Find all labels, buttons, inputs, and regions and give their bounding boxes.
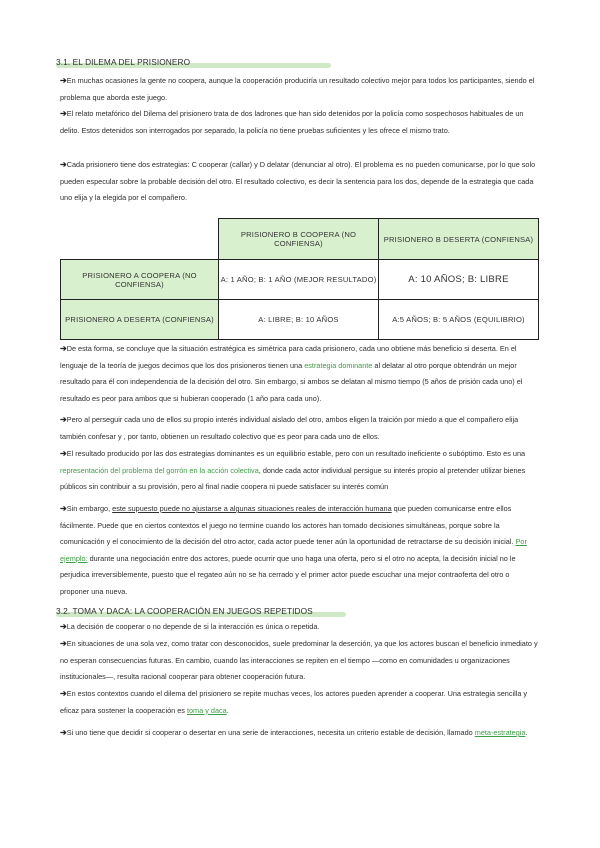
table-row xyxy=(61,300,539,340)
underlined-phrase: Por ejemplo: xyxy=(60,537,527,563)
table-corner xyxy=(61,219,219,260)
table-row-header: PRISIONERO A COOPERA (NO CONFIENSA) xyxy=(61,260,219,300)
table-header-cell: PRISIONERO B DESERTA (CONFIENSA) xyxy=(379,219,539,260)
paragraph: ➔Si uno tiene que decidir si cooperar o desertar en una serie de interacciones, necesita un criterio estable de decisión, llamado meta-estrategia. xyxy=(60,728,528,737)
section-heading-1: 3.1. EL DILEMA DEL PRISIONERO xyxy=(56,57,191,67)
arrow-right-icon: ➔ xyxy=(60,639,67,648)
table-cell: A: 1 AÑO; B: 1 AÑO (MEJOR RESULTADO) xyxy=(219,260,379,300)
paragraph: ➔El resultado producido por las dos estrategias dominantes es un equilibrio estable, pero con un resultado ineficiente o subóptimo. Esto es una representación del problema del gorrón en la acción colectiva, donde cada actor individual persigue su interés propio al pretender utilizar bienes públicos sin contribuir a su provisión, pero al final nadie coopera ni puede satisfacer su interés común xyxy=(60,449,526,492)
table-row xyxy=(61,260,539,300)
arrow-right-icon: ➔ xyxy=(60,449,67,458)
paragraph: ➔Cada prisionero tiene dos estrategias: C cooperar (callar) y D delatar (denunciar al otro). El problema es no pueden comunicarse, por lo que solo pueden especular sobre la probable decisión del otro. El resultado colectivo, es decir la sentencia para los dos, depende de la estrategia que cada uno elija y la elegida por el compañero. xyxy=(60,160,536,203)
paragraph: ➔En estos contextos cuando el dilema del prisionero se repite muchas veces, los actores pueden aprender a cooperar. Una estrategia sencilla y eficaz para sostener la cooperación es toma y daca. xyxy=(60,689,528,715)
arrow-right-icon: ➔ xyxy=(60,728,67,737)
table-header-cell: PRISIONERO B COOPERA (NO CONFIENSA) xyxy=(219,219,379,260)
arrow-right-icon: ➔ xyxy=(60,109,67,118)
paragraph: ➔De esta forma, se concluye que la situación estratégica es simétrica para cada prisionero, cada uno obtiene más beneficio si deserta. En el lenguaje de la teoría de juegos decimos que los dos prisioneros tienen una estrategia dominante al delatar al otro porque obtendrán un mejor resultado para él con independencia de la decisión del otro. Sin embargo, si ambos se delatan al mismo tiempo (5 años de prisión cada uno) el resultado es peor para ambos que si hubieran cooperado (1 año para cada uno). xyxy=(60,344,523,403)
table-cell: A:5 AÑOS; B: 5 AÑOS (EQUILIBRIO) xyxy=(379,300,539,340)
underlined-phrase: este supuesto puede no ajustarse a algunas situaciones reales de interacción humana xyxy=(112,504,392,513)
arrow-right-icon: ➔ xyxy=(60,504,67,513)
table-row-header: PRISIONERO A DESERTA (CONFIENSA) xyxy=(61,300,219,340)
table-cell: A: 10 AÑOS; B: LIBRE xyxy=(379,260,539,300)
payoff-matrix-table xyxy=(60,218,539,340)
link-toma-y-daca[interactable]: toma y daca xyxy=(186,705,227,715)
paragraph: ➔Pero al perseguir cada uno de ellos su propio interés individual aislado del otro, ambos eligen la traición por miedo a que el compañero elija también confesar y , por tanto, obtienen un resultado colectivo que es peor para cada uno de ellos. xyxy=(60,415,519,441)
paragraph: ➔En muchas ocasiones la gente no coopera, aunque la cooperación produciría un resultado colectivo mejor para todos los participantes, siendo el problema que aborda este juego. xyxy=(60,76,535,102)
table-row xyxy=(61,219,539,260)
table-cell: A: LIBRE; B: 10 AÑOS xyxy=(219,300,379,340)
highlighted-term: representación del problema del gorrón en la acción colectiva xyxy=(60,465,259,475)
arrow-right-icon: ➔ xyxy=(60,689,67,698)
arrow-right-icon: ➔ xyxy=(60,415,67,424)
highlighted-term: estrategia dominante xyxy=(304,360,373,370)
arrow-right-icon: ➔ xyxy=(60,160,67,169)
link-meta-estrategia[interactable]: meta-estrategia xyxy=(474,728,526,737)
section-heading-2: 3.2. TOMA Y DACA: LA COOPERACIÓN EN JUEGOS REPETIDOS xyxy=(56,606,313,616)
paragraph: ➔En situaciones de una sola vez, como tratar con desconocidos, suele predominar la deserción, ya que los actores buscan el beneficio inmediato y no esperan consecuencias futuras. En cambio, cuando las interacciones se repiten en el tiempo —como en comunidades u organizaciones institucionales—, resulta racional cooperar para obtener cooperación futura. xyxy=(60,639,538,682)
arrow-right-icon: ➔ xyxy=(60,76,67,85)
paragraph: ➔La decisión de cooperar o no depende de si la interacción es única o repetida. xyxy=(60,622,320,631)
arrow-right-icon: ➔ xyxy=(60,344,67,353)
paragraph: ➔Sin embargo, este supuesto puede no ajustarse a algunas situaciones reales de interacción humana que pueden comunicarse entre ellos fácilmente. Puede que en ciertos contextos el juego no termine cuando los actores han tomado decisiones simultáneas, porque sobre la comunicación y el conocimiento de la decisión del otro actor, cada actor puede tener aún la oportunidad de retractarse de su decisión inicial. Por ejemplo: durante una negociación entre dos actores, puede ocurrir que uno haga una oferta, pero si el otro no acepta, la decisión inicial no le perjudica irreversiblemente, puesto que el regateo aún no se ha cerrado y el primer actor puede escuchar una mejor contraoferta del otro o proponer una nueva. xyxy=(60,504,527,596)
arrow-right-icon: ➔ xyxy=(60,622,67,631)
paragraph: ➔El relato metafórico del Dilema del prisionero trata de dos ladrones que han sido detenidos por la policía como sospechosos habituales de un delito. Estos detenidos son interrogados por separado, la policía no tiene pruebas suficientes y les ofrece el mismo trato. xyxy=(60,109,524,135)
